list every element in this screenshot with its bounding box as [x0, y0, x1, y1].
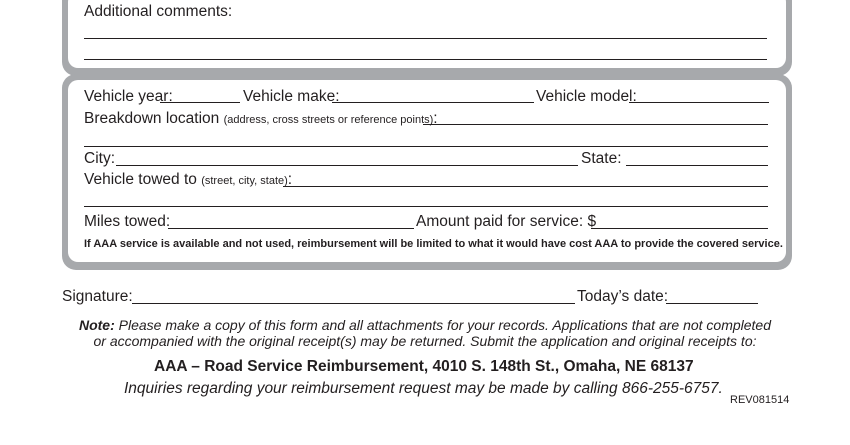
todays-date-field[interactable] — [666, 303, 758, 304]
amount-paid-label: Amount paid for service: $ — [416, 213, 597, 230]
breakdown-location-label — [84, 111, 438, 127]
note-paragraph — [0, 317, 850, 349]
breakdown-location-text: Breakdown location — [84, 110, 220, 127]
vehicle-towed-field[interactable] — [283, 186, 768, 187]
vehicle-towed-field-2[interactable] — [84, 206, 768, 207]
service-disclaimer: If AAA service is available and not used, reimbursement will be limited to what it would have cost AAA to provide the covered service. — [84, 238, 783, 250]
revision-code: REV081514 — [730, 394, 790, 406]
todays-date-label: Today’s date: — [577, 288, 669, 305]
breakdown-location-field[interactable] — [423, 124, 768, 125]
vehicle-towed-label — [84, 172, 292, 188]
signature-field[interactable] — [132, 303, 575, 304]
signature-label: Signature: — [62, 288, 133, 305]
vehicle-towed-colon: : — [287, 171, 293, 188]
miles-towed-label: Miles towed: — [84, 213, 171, 230]
comments-line-2[interactable] — [84, 59, 767, 60]
miles-towed-field[interactable] — [168, 228, 414, 229]
city-field[interactable] — [116, 165, 578, 166]
vehicle-year-field[interactable] — [160, 102, 240, 103]
inquiries-text: Inquiries regarding your reimbursement request may be made by calling 866-255-6757. — [124, 380, 723, 397]
mailing-address: AAA – Road Service Reimbursement, 4010 S. 148th St., Omaha, NE 68137 — [154, 358, 694, 375]
amount-paid-field[interactable] — [591, 228, 768, 229]
note-line-1: Note: Please make a copy of this form and all attachments for your records. Applications that are not completed — [78, 317, 772, 333]
additional-comments-label: Additional comments: — [84, 3, 233, 20]
breakdown-location-field-2[interactable] — [84, 146, 768, 147]
breakdown-location-colon: : — [433, 110, 438, 127]
vehicle-towed-text: Vehicle towed to — [84, 171, 197, 188]
note-bold: Note: — [78, 317, 115, 333]
vehicle-make-label: Vehicle make: — [243, 88, 340, 105]
state-field[interactable] — [626, 165, 768, 166]
breakdown-location-hint: (address, cross streets or reference points) — [223, 114, 434, 126]
vehicle-model-field[interactable] — [629, 102, 769, 103]
vehicle-towed-hint: (street, city, state) — [201, 175, 288, 187]
city-label: City: — [84, 150, 115, 167]
state-label: State: — [581, 150, 622, 167]
vehicle-make-field[interactable] — [332, 102, 534, 103]
comments-line-1[interactable] — [84, 38, 767, 39]
vehicle-model-label: Vehicle model: — [536, 88, 637, 105]
vehicle-year-label: Vehicle year: — [84, 88, 173, 105]
note-line-2: or accompanied with the original receipt(s) may be returned. Submit the application and original receipts to: — [93, 333, 757, 349]
